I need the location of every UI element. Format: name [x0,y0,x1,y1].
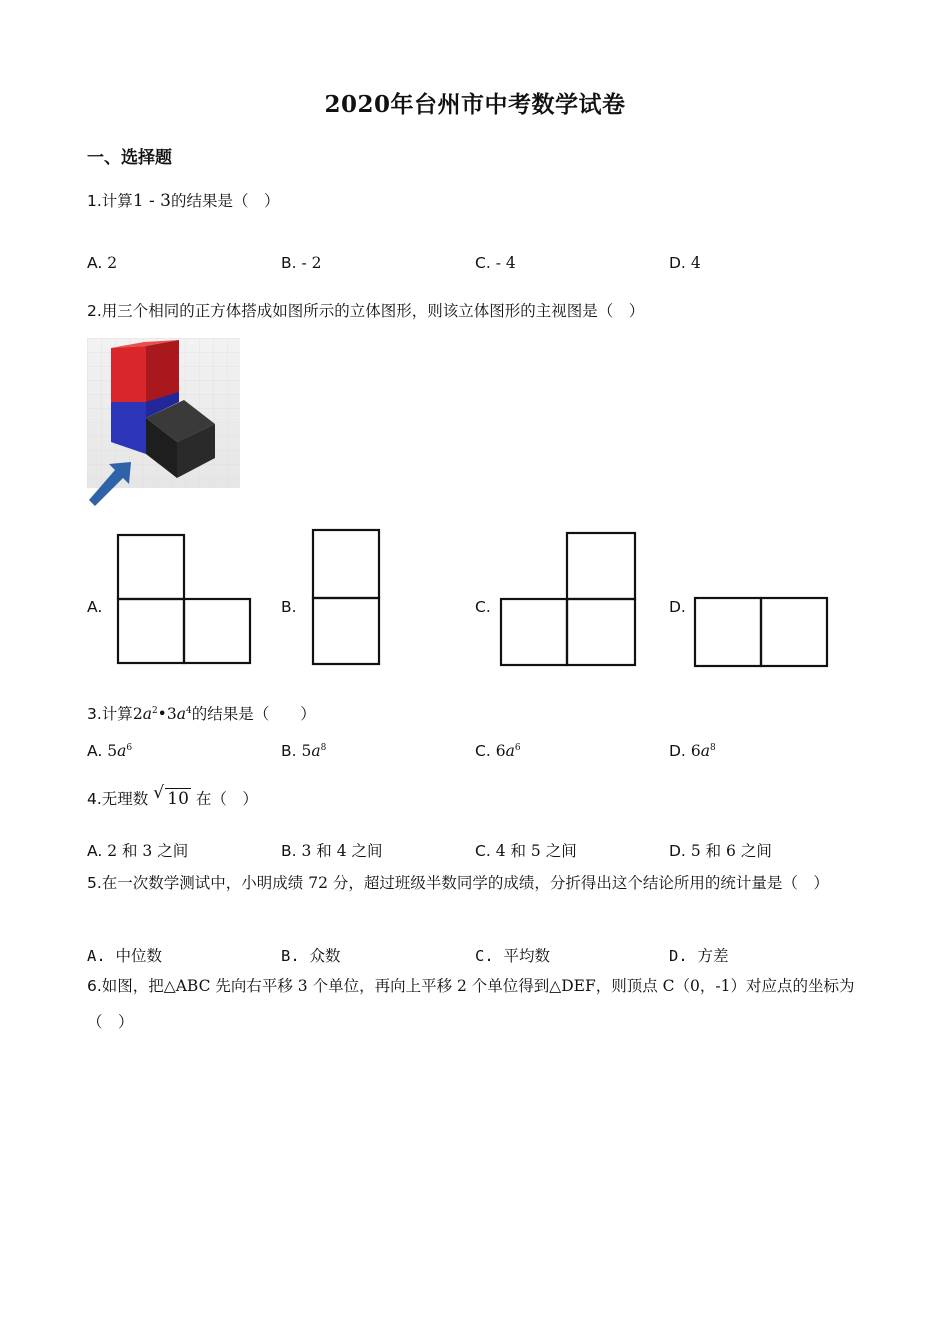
question-text: 用三个相同的正方体搭成如图所示的立体图形，则该立体图形的主视图是（ ） [101,302,645,320]
option-a[interactable]: A. 中位数 [87,947,163,965]
option-d[interactable]: D. 4 [669,254,701,272]
section-heading: 一、选择题 [87,148,172,168]
option-d[interactable]: D. [669,598,686,616]
option-c[interactable]: C. 平均数 [475,947,551,965]
question-3: 3.计算$2a^2•3a^4$的结果是（ ） [87,705,316,723]
question-number: 5. [87,874,102,892]
option-b[interactable]: B. 众数 [281,947,341,965]
question-number: 3. [87,705,102,723]
question-5: 5.在一次数学测试中，小明成绩 72 分，超过班级半数同学的成绩，分折得出这个结论所用的统计量是（ ） [87,874,829,892]
option-b[interactable]: B. - 2 [281,254,322,272]
question-4: 4.无理数 √ 10 在（ ） [87,783,258,809]
option-a[interactable]: A. 2 和 3 之间 [87,842,189,860]
option-a[interactable]: A. [87,598,103,616]
question-text: 计算 [101,192,133,210]
option-b-figure [311,528,383,668]
red-cube-side [146,340,179,402]
question-6: 6.如图，把△ABC 先向右平移 3 个单位，再向上平移 2 个单位得到△DEF，则顶点 C（0，-1）对应点的坐标为（ ） [87,977,855,1031]
square-root: √ 10 [153,783,189,809]
page-title: 2020年台州市中考数学试卷 [324,91,626,118]
math-expression: 1 - 3 [132,191,171,211]
option-c-figure [499,531,639,669]
question-number: 4. [87,790,102,808]
option-b[interactable]: B. $5a^8$ [281,742,327,760]
option-a[interactable]: A. $5a^6$ [87,742,133,760]
option-b[interactable]: B. 3 和 4 之间 [281,842,383,860]
option-b[interactable]: B. [281,598,297,616]
option-d[interactable]: D. $6a^8$ [669,742,716,760]
option-d-figure [693,596,831,668]
math-expression: $2a^2•3a^4$ [132,705,192,723]
question-1 [87,190,280,212]
question-text: 的结果是（ ） [171,192,280,210]
option-a-figure [116,533,252,667]
option-c[interactable]: C. 4 和 5 之间 [475,842,577,860]
question-number: 6. [87,977,102,995]
question-number: 1. [87,192,102,210]
option-a[interactable]: A. 2 [87,254,118,272]
option-c[interactable]: C. [475,598,491,616]
question-2 [87,301,644,321]
cube-figure [87,338,240,506]
option-d[interactable]: D. 5 和 6 之间 [669,842,772,860]
option-c[interactable]: C. - 4 [475,254,516,272]
option-d[interactable]: D. 方差 [669,947,729,965]
question-number: 2. [87,302,102,320]
option-c[interactable]: C. $6a^6$ [475,742,521,760]
red-cube-front [111,346,146,402]
